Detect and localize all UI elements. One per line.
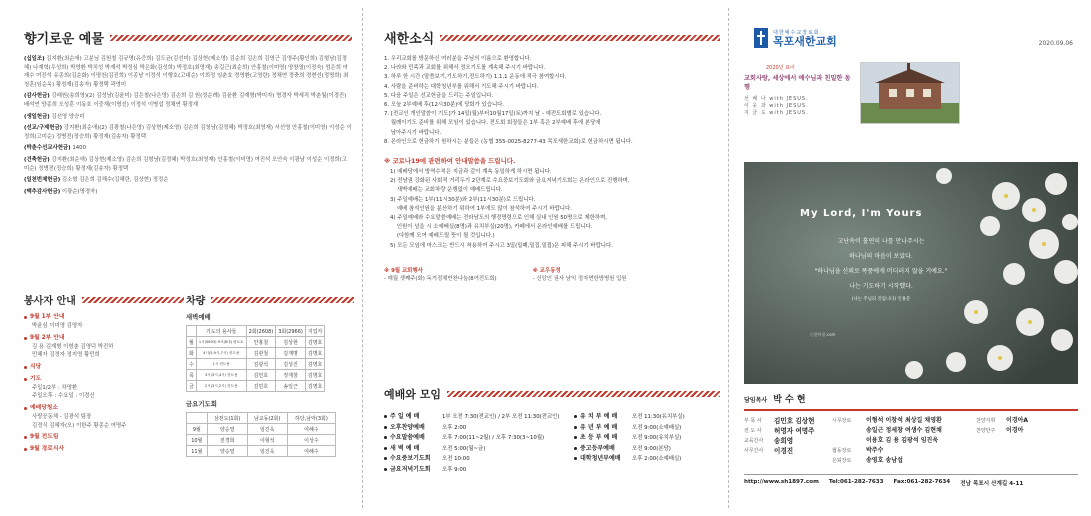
car-table-corner	[187, 326, 197, 337]
corona-list	[384, 168, 720, 251]
worship-title: 예배와 모임	[384, 388, 441, 401]
car-table-cell: 김명호	[305, 337, 325, 348]
car-header	[186, 292, 354, 307]
staff-role: 협동장로	[832, 448, 852, 454]
staff-name	[1006, 456, 1066, 466]
news-item: 남아주시기 바랍니다.	[384, 129, 442, 136]
car-table-cell: 안홍철	[246, 337, 276, 348]
worship-row	[384, 412, 574, 423]
staff-row	[744, 426, 1078, 436]
car-table-row	[187, 370, 325, 381]
photo-text	[776, 234, 986, 306]
offering-entry	[24, 92, 352, 109]
title-decoration	[447, 391, 720, 397]
car-table-cell: 1시(5603) 9시(8대) 평토토	[196, 337, 246, 348]
car-table-cell: 김명호	[305, 370, 325, 381]
bullet-icon	[384, 447, 387, 450]
worship-name: 초 등 부 예 배	[580, 434, 618, 441]
offering-label: (박춘수선교사헌금)	[24, 145, 71, 152]
news-item: 8. 온라인으로 헌금하기 원하시는 분들은 (농협 355-0025-8277-43 목포새한교회)로 헌금하시면 됩니다.	[384, 138, 633, 145]
worship-schedule-right	[574, 412, 720, 475]
offering-entry	[24, 144, 352, 153]
photo-line: 하나님의 마음이 보았다.	[849, 253, 913, 260]
news-column	[362, 0, 728, 516]
worship-schedule	[384, 412, 720, 475]
worship-name: 유 치 부 예 배	[580, 413, 618, 420]
pastor-name: 박 수 현	[773, 395, 806, 405]
bullet-icon	[384, 436, 387, 439]
bullet-icon	[24, 366, 27, 369]
corona-item: 3) 주일예배는 1부(11시30분)와 2부(11시30분)로 드립니다.	[390, 196, 536, 203]
offering-entry	[24, 124, 352, 141]
volunteer-item-head: 9월 2부 안내	[24, 334, 184, 343]
friday-table-cell: 양승열	[207, 446, 247, 457]
car-table-cell: 김민호	[246, 370, 276, 381]
friday-table-cell: 여해수	[287, 424, 335, 435]
staff-role	[832, 436, 866, 446]
car-table-cell: 수	[187, 359, 197, 370]
car-table-header: 기도의 용사들	[196, 326, 246, 337]
worship-time: 오전 9:00(본당)	[632, 445, 671, 452]
footer-tel: Tel:061-282-7633	[828, 479, 884, 485]
worship-time: 1부 오전 7:30(전교인) / 2부 오전 11:30(전교인)	[442, 414, 560, 420]
worship-name: 유 년 부 예 배	[580, 423, 618, 431]
bullet-icon	[24, 448, 27, 451]
footer-address: 전남 목포시 산계길 4-11	[960, 481, 1024, 487]
staff-role: 찬양반주	[976, 428, 996, 434]
photo-credit: ⓒ한마음.com	[810, 332, 836, 337]
volunteer-item-line: 사랑공동체 - 김광석 팀장	[32, 413, 92, 420]
motto-line: 지 금 도 with JESUS.	[744, 110, 809, 116]
bullet-icon	[24, 378, 27, 381]
car-table-cell: 정재창	[276, 370, 306, 381]
car-table-cell: 김명호	[305, 381, 325, 392]
volunteer-item-line: 주일1/2부 : 차영환	[32, 384, 78, 391]
offering-entry	[24, 156, 352, 173]
car-table-cell: 1시 컨트용	[196, 359, 246, 370]
corona-item: 4) 주일예배와 수요말씀예배는 전라남도의 행정명령으로 인해 실내 인원 50명으로 제한하며,	[390, 215, 607, 222]
car-table-cell: 김광석	[246, 359, 276, 370]
staff-role: 교육간사	[744, 438, 764, 444]
car-table-cell: 김민호	[246, 381, 276, 392]
photo-line: 나는 기도하기 시작했다.	[849, 283, 913, 290]
offering-entry	[24, 176, 352, 185]
staff-role	[976, 436, 1006, 446]
member-news-head: ※ 교우동정	[532, 267, 561, 274]
church-denomination: 대한예수교장로회	[773, 29, 820, 36]
offering-names: 김지환(최순애) 고분님 김원철 김규명(유증희) 김도균(김선미) 김상현(제소영) 김순희 김손희 김영근 김영주(황인희) 김형남(김정혜) 나재혁(우성희) 박영환 박치성 박재석 박정심 박은화(김성희) 박정호(최영재) 송길근(최순희) 안홍철(이미영) 양창열(이정숙) 엄은희 여재수 여진석 유종희(김순화) 이명천(김진희) 이종남 이정석 이행호(고대순) 이희정 임춘호 정영환(고영란) 정채연 정충희 정현선(정명희) 최청훈(임순옥) 황정재(김송자) 황정택 곽영미	[24, 56, 349, 88]
bullet-icon	[384, 457, 387, 460]
photo-line: (나는 주님의 것입니다) 인용문	[851, 297, 911, 302]
staff-role: 부 목 사	[744, 418, 762, 424]
volunteer-item-head: 기도	[24, 375, 184, 384]
notice-row	[384, 267, 720, 284]
staff-role: 찬양지휘	[976, 418, 996, 424]
friday-table-row	[187, 424, 336, 435]
title-decoration	[82, 297, 184, 303]
church-name: 목포새한교회	[773, 34, 837, 48]
motto-year: 2020년 표어	[766, 65, 795, 71]
car-table-cell: 4시(5,9시,7시) 컨트용	[196, 348, 246, 359]
staff-role	[744, 456, 774, 466]
cover-column	[728, 0, 1091, 516]
worship-time: 오전 10:00	[442, 456, 470, 462]
car-table-cell: 김재명	[276, 348, 306, 359]
staff-role	[976, 456, 1006, 466]
car-table-cell: 김상현	[276, 337, 306, 348]
offering-names: 김선영 양승미	[51, 113, 85, 120]
worship-time: 오후 2:00(소예배실)	[632, 456, 682, 462]
worship-name: 금요저녁기도회	[390, 465, 431, 473]
friday-table-cell: 10월	[187, 435, 208, 446]
worship-time: 오전 11:30(유치부실)	[632, 414, 685, 420]
worship-time: 오후 7:00(11~2월) / 오후 7:30(3~10월)	[442, 435, 545, 441]
staff-role: 시무장로	[832, 418, 852, 424]
offering-names: 강지환(최순애)(2) 김광철(나은영) 김상현(제소영) 김손희 김청남(김정혜) 박정호(최영재) 서선영 안홍철(이미영) 이성순 이정희(고미순) 정병전(정승희) 황정재(김송자) 황정택	[24, 125, 352, 140]
title-decoration	[440, 35, 720, 41]
friday-table-cell: 전경희	[207, 435, 247, 446]
footer-url[interactable]: http://www.sh1897.com	[744, 479, 819, 485]
offering-names: 1400	[72, 145, 87, 152]
dawn-car-table	[186, 325, 325, 392]
corona-item: 인원이 넘을 시 소예배실(8명)과 유치부실(20명), 카페에서 온라인예배를 드립니다.	[390, 224, 593, 231]
news-header	[384, 28, 720, 47]
motto-main: 교회사랑, 세상에서 예수님과 친밀한 동행	[744, 75, 851, 91]
car-table-row	[187, 381, 325, 392]
friday-table-cell: 11월	[187, 446, 208, 457]
corona-item: 새벽예배는 교회차량 운행없이 예배드립니다.	[390, 187, 503, 194]
worship-schedule-left	[384, 412, 574, 475]
volunteer-item-head: 9월 1부 안내	[24, 313, 184, 322]
worship-time: 오전 9:00(소예배실)	[632, 424, 682, 431]
staff-name: 송영호 송남섭	[866, 457, 903, 464]
corona-item: 예배 참석인원을 분산하기 위하여 1부에도 많이 참석하여 주시기 바랍니다.	[390, 205, 572, 212]
volunteer-item-head: 9월 전도팀	[24, 433, 184, 442]
cover-photo	[744, 162, 1078, 384]
car-table-cell: 2시(3시,2시) 컨트용	[196, 381, 246, 392]
staff-name: 이용호 김 용 김광석 임진욱	[866, 437, 939, 444]
friday-prayer-label: 금요기도회	[186, 400, 217, 408]
volunteer-section	[24, 292, 184, 454]
bullet-icon	[24, 436, 27, 439]
news-item: 월례이기도 준비를 위해 모임이 있습니다. 전도회 회장들은 1부 혹은 2부예배 후에 본당에	[384, 120, 601, 127]
motto-line: 이 웃 과 with JESUS.	[744, 103, 809, 109]
offering-names: 강래원(송희영)(2) 김성남(김윤미) 김은철(나은영) 김손희 김 원(정순례) 김윤환 김재형(박미자) 명경자 박세직 박춘월(이경진) 배석연 양종희 오성훈 이동호 이중재(이명선) 이정석 이병섭 정채연 황정재	[24, 93, 347, 108]
offering-entry	[24, 113, 352, 122]
staff-row	[744, 456, 1078, 466]
pastor-section	[744, 392, 1078, 466]
volunteer-list	[24, 313, 184, 454]
staff-name: 김민호 김상현	[774, 417, 815, 425]
worship-time: 오전 5:00(월~금)	[442, 445, 486, 452]
friday-table-cell: 여해수	[287, 446, 335, 457]
pastor-header	[744, 392, 1078, 405]
worship-time: 오후 2:00	[442, 424, 467, 431]
corona-item: 1) 예배당에서 방역수칙은 지금과 같이 계속 동일하게 하시면 됩니다.	[390, 169, 552, 176]
bulletin-date: 2020.09.06	[1038, 40, 1073, 47]
photo-line: 고난속이 홀연히 나를 만나주시는	[837, 238, 925, 245]
staff-row	[744, 436, 1078, 446]
staff-name: 박주수	[866, 447, 884, 454]
worship-name: 오후찬양예배	[390, 423, 425, 431]
volunteer-header	[24, 292, 184, 307]
offering-entry	[24, 188, 352, 197]
church-event-head: ※ 9월 교회행사	[384, 267, 423, 274]
photo-line: "하나님을 신뢰로 폭풍에게 머더러지 않을 거예요."	[814, 268, 948, 275]
news-title: 새한소식	[384, 32, 435, 47]
worship-row	[574, 412, 720, 423]
news-item: 3. 하루 한 시간 (말씀보기,기도하기,전도하기) 1,1,1 운동에 적극 참여합시다.	[384, 74, 567, 81]
photo-title: My Lord, I'm Yours	[800, 208, 923, 219]
member-news-notice	[533, 267, 627, 284]
friday-table-cell: 이성수	[287, 435, 335, 446]
corona-item: 2) 전남권 강화된 사회적 거리두기 2단계로 수요중보기도회와 금요저녁기도회는 온라인으로 진행하며,	[390, 178, 630, 185]
corona-item: (다함께 모여 예배드릴 뜻이 될 것입니다.)	[390, 233, 495, 240]
offering-label: (건축헌금)	[24, 156, 50, 163]
news-item: 1. 우리교회를 방문하신 여러분을 주님의 이름으로 환영합니다.	[384, 56, 532, 62]
staff-role	[832, 426, 866, 436]
worship-row	[574, 444, 720, 455]
volunteer-item-head: 식당	[24, 363, 184, 372]
church-event-body: - 매월 셋째주(화) 독거정체반찬나눔(8여전도회)	[384, 276, 497, 283]
offering-label: (선교/구제헌금)	[24, 125, 63, 132]
bullet-icon	[574, 447, 577, 450]
car-table-cell: 김명호	[305, 348, 325, 359]
worship-name: 수요말씀예배	[390, 434, 425, 441]
friday-car-table	[186, 412, 336, 457]
news-item: 5. 다음 주일은 선교헌금을 드리는 주일입니다.	[384, 92, 494, 99]
volunteer-item-head: 예배당청소	[24, 404, 184, 413]
worship-name: 수요중보기도회	[390, 455, 431, 462]
friday-table-cell: 9월	[187, 424, 208, 435]
volunteer-item-line: 민혜자 김정자 정지영 황민희	[32, 352, 100, 359]
car-table-cell: 화	[187, 348, 197, 359]
volunteer-item-line: 박윤심 이미영 김영자	[32, 323, 83, 329]
staff-list	[744, 416, 1078, 466]
friday-table-header: 하당,남악(3회)	[287, 413, 335, 424]
staff-row	[744, 416, 1078, 426]
friday-table-header: 남교동(2회)	[247, 413, 287, 424]
bullet-icon	[574, 436, 577, 439]
bullet-icon	[574, 457, 577, 460]
car-table-row	[187, 337, 325, 348]
offering-names: 김소형 김은희 김해수(김혜란, 김상현) 정정순	[61, 177, 169, 184]
staff-name: 이경아	[1006, 427, 1024, 434]
staff-row	[744, 446, 1078, 456]
worship-row	[384, 444, 574, 455]
staff-name	[1006, 446, 1066, 456]
offering-label: (감사헌금)	[24, 93, 50, 100]
car-table-header: 지업자	[305, 326, 325, 337]
bullet-icon	[384, 415, 387, 418]
car-table-row	[187, 359, 325, 370]
offering-label: (생일헌금)	[24, 113, 50, 120]
worship-time: 오후 9:00	[442, 466, 467, 473]
bullet-icon	[574, 426, 577, 429]
title-decoration	[211, 297, 354, 303]
church-building-image	[860, 62, 960, 124]
staff-name: 송회영	[774, 437, 794, 445]
staff-role	[976, 446, 1006, 456]
news-item: 6. 오늘 2부예배 후(12시30분)에 당회가 있습니다.	[384, 102, 505, 109]
friday-table-row	[187, 446, 336, 457]
staff-name	[1006, 436, 1066, 446]
news-list	[384, 55, 720, 147]
church-logo	[754, 28, 837, 48]
car-table-cell: 송일근	[276, 381, 306, 392]
staff-name: 이경아A	[1006, 417, 1029, 424]
worship-row	[384, 465, 574, 476]
car-table-cell: 김명호	[305, 359, 325, 370]
worship-section	[384, 386, 720, 475]
offering-label: (십일조)	[24, 56, 45, 62]
worship-row	[574, 433, 720, 444]
bullet-icon	[24, 316, 27, 319]
news-item: 2. 나라와 민족과 교회를 위해서 정오기도를 계속해 주시기 바랍니다.	[384, 65, 546, 72]
cross-icon	[754, 28, 768, 48]
offering-names: 이광순(명경자)	[61, 188, 98, 195]
volunteer-item-line: 김 용 김재형 이형춘 김영덕 박진하	[32, 343, 114, 350]
worship-row	[384, 423, 574, 434]
worship-name: 새 벽 예 배	[390, 444, 420, 452]
volunteer-item-line: 김정식 김혜자(오) 이한주 황종순 여명주	[32, 422, 127, 429]
car-table-cell: 목	[187, 370, 197, 381]
friday-table-cell: 임진욱	[247, 446, 287, 457]
car-table-cell: 금	[187, 381, 197, 392]
car-table-cell: 3시(3시,4시) 컨트용	[196, 370, 246, 381]
staff-name	[774, 456, 832, 466]
volunteer-title: 봉사자 안내	[24, 296, 76, 307]
staff-name: 송일근 정세창 여생수 김현채	[866, 427, 942, 434]
friday-table-row	[187, 435, 336, 446]
car-table-cell: 김관철	[246, 348, 276, 359]
staff-name: 허영자 여명주	[774, 427, 815, 435]
friday-table-cell: 양승열	[207, 424, 247, 435]
title-decoration	[110, 35, 352, 41]
car-table-row	[187, 348, 325, 359]
car-table-cell: 월	[187, 337, 197, 348]
footer	[744, 474, 1078, 487]
offering-label: (일천번제헌금)	[24, 177, 61, 184]
volunteer-item-head: 9월 경로식사	[24, 445, 184, 454]
friday-table-cell: 이형석	[247, 435, 287, 446]
car-section	[186, 292, 354, 457]
friday-table-header: 삼천도(1회)	[207, 413, 247, 424]
worship-row	[574, 454, 720, 465]
pastor-label: 담임목사	[744, 397, 768, 404]
bullet-icon	[384, 468, 387, 471]
worship-name: 대학청년부예배	[580, 455, 621, 462]
staff-role: 은퇴장로	[832, 458, 852, 464]
offering-names: 강지환(최순애) 김상현(제소영) 김손희 김형남(김정혜) 박정호(최영재) 안홍철(이미영) 여진석 오안숙 이광남 이성순 이정희(고미순) 정병전(정승희) 황정재(김송자) 황정택	[24, 156, 347, 172]
friday-table-cell: 임진욱	[247, 424, 287, 435]
offering-title: 향기로운 예물	[24, 32, 104, 47]
offering-column	[0, 0, 362, 516]
worship-time: 오전 9:00(유치부실)	[632, 435, 682, 441]
worship-row	[384, 454, 574, 465]
car-table-header: 2회(2608)	[246, 326, 276, 337]
church-event-notice	[384, 267, 497, 284]
motto-line: 선 배 나 with JESUS.	[744, 96, 809, 102]
offering-label: (맥추감사헌금)	[24, 188, 61, 195]
friday-table-header	[187, 413, 208, 424]
corona-title: ※ 코로나19에 관련하여 안내말씀을 드립니다.	[384, 157, 516, 166]
bullet-icon	[24, 337, 27, 340]
car-table-header: 3회(2966)	[276, 326, 306, 337]
worship-row	[574, 423, 720, 434]
dawn-service-label: 새벽예배	[186, 313, 211, 321]
staff-name: 이경진	[774, 447, 794, 455]
member-news-body: - 신앙인 권사 남익 정자면한방병원 입원	[532, 276, 627, 283]
staff-name: 이형석 이창석 최상길 채영환	[866, 417, 942, 424]
worship-header	[384, 386, 720, 402]
footer-fax: Fax:061-282-7634	[893, 479, 951, 485]
news-item: 4. 사람을 준비하는 대학청년부를 위해서 기도해 주시기 바랍니다.	[384, 83, 539, 90]
worship-name: 중고등부예배	[580, 444, 615, 452]
offering-entry	[24, 55, 352, 89]
worship-row	[384, 433, 574, 444]
offering-header	[24, 28, 352, 47]
worship-name: 주 일 예 배	[390, 413, 420, 420]
offering-list	[24, 55, 352, 196]
car-title: 차량	[186, 296, 206, 307]
bullet-icon	[574, 415, 577, 418]
volunteer-item-line: 주일오후 : 수요일 : 이경신	[32, 393, 95, 400]
corona-item: 5) 모든 모임에 마스크는 반드시 착용하여 주시고 3밀(밀폐,밀집,밀접)은 피해 주시기 바랍니다.	[390, 242, 613, 249]
bullet-icon	[384, 426, 387, 429]
car-table-cell: 김성진	[276, 359, 306, 370]
news-item: 7. [전교인 개인말씀이 기도]가 14일(월)부터10월17일(토)까지 날 - 예전도회별로 있습니다.	[384, 111, 602, 118]
bullet-icon	[24, 407, 27, 410]
staff-role: 전 도 사	[744, 428, 762, 434]
staff-role: 사무간사	[744, 448, 764, 454]
